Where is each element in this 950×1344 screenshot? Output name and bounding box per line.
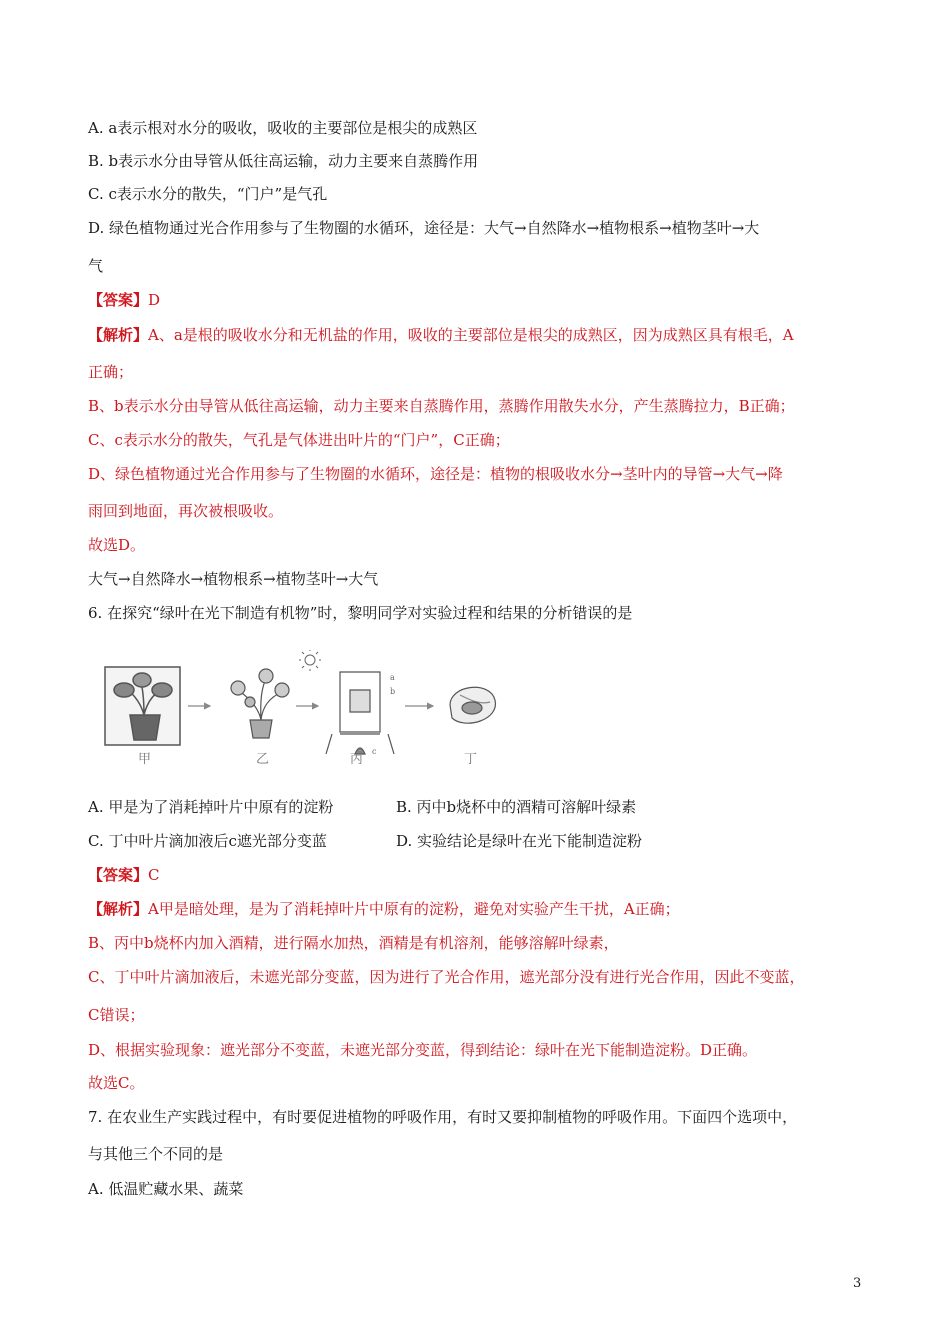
q7-stem-line-2: 与其他三个不同的是 bbox=[88, 1145, 224, 1163]
figure-yi-plant bbox=[231, 669, 289, 738]
q5-analysis-line-1: 【解析】A、a是根的吸收水分和无机盐的作用，吸收的主要部位是根尖的成熟区，因为成熟区具有根毛，A bbox=[88, 326, 794, 344]
figure-label-jia: 甲 bbox=[138, 752, 152, 767]
q6-analysis-line-4: C错误； bbox=[88, 1006, 145, 1024]
figure-mark-b: b bbox=[390, 687, 396, 696]
answer-tag: 【答案】 bbox=[88, 291, 149, 309]
page-number: 3 bbox=[853, 1276, 862, 1291]
q6-option-c: C. 丁中叶片滴加液后c遮光部分变蓝 bbox=[88, 832, 327, 850]
q6-analysis-line-2: B、丙中b烧杯内加入酒精，进行隔水加热，酒精是有机溶剂，能够溶解叶绿素， bbox=[88, 934, 619, 952]
figure-mark-c: c bbox=[372, 747, 377, 756]
q7-option-a: A. 低温贮藏水果、蔬菜 bbox=[88, 1180, 244, 1198]
q6-options-row-2 bbox=[88, 831, 642, 851]
q5-option-a: A. a表示根对水分的吸收，吸收的主要部位是根尖的成熟区 bbox=[88, 119, 478, 137]
q5-analysis-line-4: C、c表示水分的散失，气孔是气体进出叶片的“门户”，C正确； bbox=[88, 431, 510, 449]
sun-icon bbox=[299, 650, 321, 671]
figure-label-bing: 丙 bbox=[350, 752, 364, 767]
figure-label-yi: 乙 bbox=[256, 752, 270, 767]
q6-answer bbox=[88, 865, 160, 885]
q5-analysis-line-6: 雨回到地面，再次被根吸收。 bbox=[88, 502, 284, 520]
q6-analysis-line-6: 故选C。 bbox=[88, 1074, 145, 1092]
q5-analysis-line-3: B、b表示水分由导管从低往高运输，动力主要来自蒸腾作用，蒸腾作用散失水分，产生蒸腾拉力，B正确； bbox=[88, 397, 795, 415]
q6-options-row-1 bbox=[88, 797, 636, 817]
figure-jia-dark-box bbox=[105, 667, 180, 745]
q5-option-d: D. 绿色植物通过光合作用参与了生物圈的水循环，途径是：大气→自然降水→植物根系→植物茎叶→大 bbox=[88, 219, 760, 237]
analysis-tag: 【解析】 bbox=[88, 326, 149, 344]
q6-option-b: B. 丙中b烧杯中的酒精可溶解叶绿素 bbox=[396, 798, 637, 816]
figure-bing-beakers bbox=[326, 672, 394, 754]
q6-option-a: A. 甲是为了消耗掉叶片中原有的淀粉 bbox=[88, 798, 334, 816]
q5-option-d-cont: 气 bbox=[88, 257, 104, 275]
q5-analysis-line-2: 正确； bbox=[88, 363, 134, 381]
answer-value: C bbox=[148, 866, 160, 884]
q7-stem-line-1: 7. 在农业生产实践过程中，有时要促进植物的呼吸作用，有时又要抑制植物的呼吸作用。下面四个选项中， bbox=[88, 1108, 798, 1126]
q6-analysis-line-3: C、丁中叶片滴加液后，未遮光部分变蓝，因为进行了光合作用，遮光部分没有进行光合作用，因此不变蓝， bbox=[88, 968, 805, 986]
experiment-figure bbox=[100, 650, 520, 770]
q5-answer bbox=[88, 290, 160, 310]
answer-tag: 【答案】 bbox=[88, 866, 149, 884]
q5-extra-line: 大气→自然降水→植物根系→植物茎叶→大气 bbox=[88, 570, 379, 588]
q5-analysis-line-7: 故选D。 bbox=[88, 536, 146, 554]
answer-value: D bbox=[148, 291, 161, 309]
figure-mark-a: a bbox=[390, 673, 395, 682]
q6-analysis-line-1: 【解析】A甲是暗处理，是为了消耗掉叶片中原有的淀粉，避免对实验产生干扰，A正确； bbox=[88, 900, 680, 918]
q6-stem: 6. 在探究“绿叶在光下制造有机物”时，黎明同学对实验过程和结果的分析错误的是 bbox=[88, 604, 633, 622]
q6-analysis-line-5: D、根据实验现象：遮光部分不变蓝，未遮光部分变蓝，得到结论：绿叶在光下能制造淀粉。D正确。 bbox=[88, 1041, 758, 1059]
q5-option-b: B. b表示水分由导管从低往高运输，动力主要来自蒸腾作用 bbox=[88, 152, 479, 170]
q5-option-c: C. c表示水分的散失，“门户”是气孔 bbox=[88, 185, 328, 203]
figure-label-ding: 丁 bbox=[464, 752, 478, 767]
q5-analysis-line-5: D、绿色植物通过光合作用参与了生物圈的水循环，途径是：植物的根吸收水分→茎叶内的导管→大气→降 bbox=[88, 465, 783, 483]
figure-ding-leaf bbox=[450, 687, 495, 723]
analysis-tag: 【解析】 bbox=[88, 900, 149, 918]
q6-option-d: D. 实验结论是绿叶在光下能制造淀粉 bbox=[396, 832, 643, 850]
